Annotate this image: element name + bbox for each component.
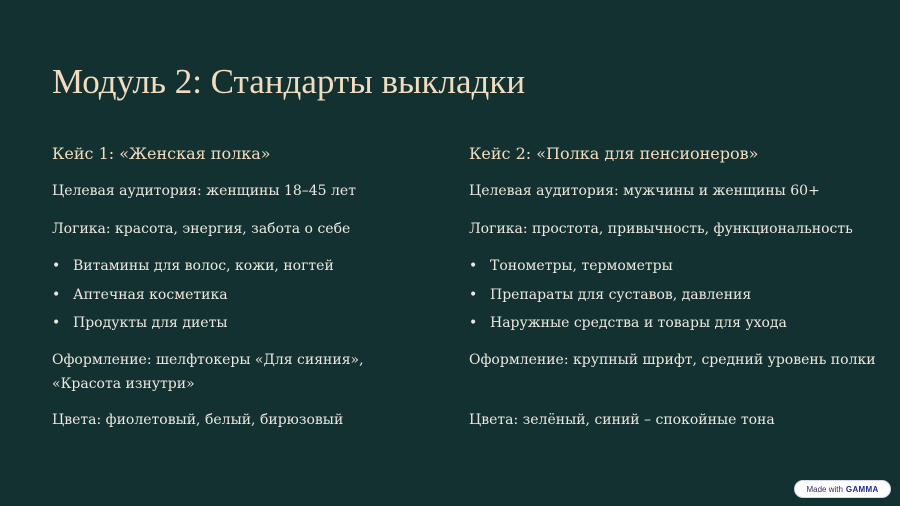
case-1-audience: Целевая аудитория: женщины 18–45 лет — [52, 183, 356, 199]
case-1-colors: Цвета: фиолетовый, белый, бирюзовый — [52, 412, 344, 428]
case-2-logic: Логика: простота, привычность, функциональность — [469, 221, 853, 237]
case-1-bullet-1-text: Витамины для волос, кожи, ногтей — [73, 258, 334, 274]
bullet-dot: • — [469, 315, 478, 331]
case-2-colors: Цвета: зелёный, синий – спокойные тона — [469, 412, 775, 428]
case-2-bullet-2-text: Препараты для суставов, давления — [490, 287, 752, 303]
bullet-dot: • — [469, 287, 478, 303]
case-1-column — [52, 143, 432, 428]
case-2-bullet-2 — [469, 284, 751, 306]
case-1-bullet-2-text: Аптечная косметика — [73, 287, 228, 303]
case-1-title: Кейс 1: «Женская полка» — [52, 144, 271, 163]
bullet-dot: • — [52, 315, 61, 331]
case-2-title: Кейс 2: «Полка для пенсионеров» — [469, 144, 759, 163]
case-2-audience: Целевая аудитория: мужчины и женщины 60+ — [469, 183, 820, 199]
case-2-bullet-1 — [469, 255, 673, 277]
gamma-logo: GAMMA — [845, 484, 879, 494]
badge-prefix: Made with — [806, 484, 843, 494]
bullet-dot: • — [469, 258, 478, 274]
bullet-dot: • — [52, 258, 61, 274]
case-2-design: Оформление: крупный шрифт, средний уровень полки — [469, 352, 876, 368]
case-1-logic: Логика: красота, энергия, забота о себе — [52, 221, 351, 237]
case-1-bullet-1 — [52, 255, 334, 277]
case-2-bullet-3 — [469, 312, 787, 334]
case-2-column — [469, 143, 876, 428]
case-2-bullet-1-text: Тонометры, термометры — [490, 258, 673, 274]
case-2-bullet-3-text: Наружные средства и товары для ухода — [490, 315, 787, 331]
slide-title: Модуль 2: Стандарты выкладки — [52, 62, 526, 101]
bullet-dot: • — [52, 287, 61, 303]
case-1-bullet-2 — [52, 284, 228, 306]
case-1-bullet-3 — [52, 312, 227, 334]
made-with-gamma-badge[interactable] — [794, 480, 891, 498]
case-1-bullet-3-text: Продукты для диеты — [73, 315, 228, 331]
case-1-design: Оформление: шелфтокеры «Для сияния», «Красота изнутри» — [52, 352, 364, 392]
